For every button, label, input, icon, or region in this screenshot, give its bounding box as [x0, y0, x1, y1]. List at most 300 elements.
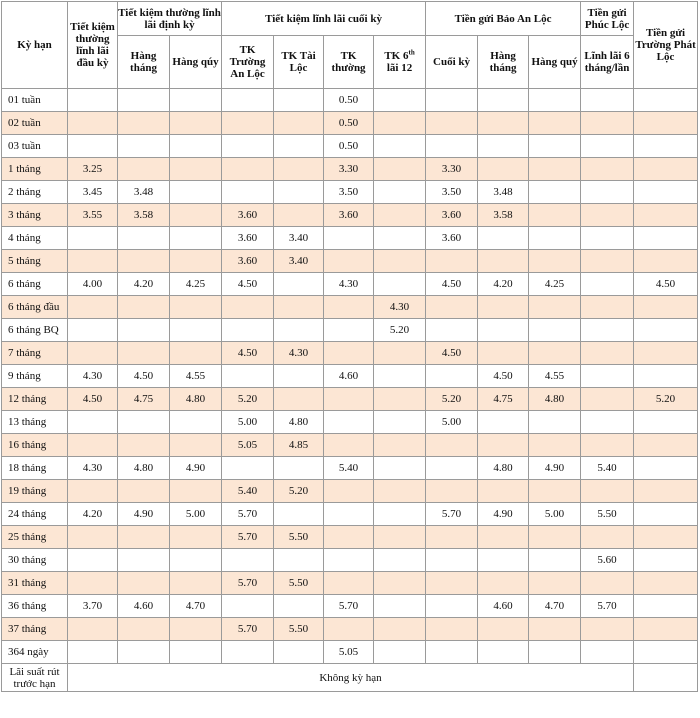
rate-cell [634, 503, 698, 526]
rate-cell [529, 572, 581, 595]
rate-cell: 5.50 [581, 503, 634, 526]
rate-cell [529, 204, 581, 227]
rate-cell: 3.40 [274, 227, 324, 250]
rate-cell: 4.70 [170, 595, 222, 618]
rate-cell: 5.20 [222, 388, 274, 411]
rate-cell [374, 503, 426, 526]
rate-cell [634, 89, 698, 112]
rate-cell [478, 618, 529, 641]
rate-cell [274, 457, 324, 480]
subheader-dinh-ky-hang-thang: Hàng tháng [118, 36, 170, 89]
early-withdrawal-empty-cell [634, 664, 698, 692]
rate-cell [324, 480, 374, 503]
rate-cell [68, 549, 118, 572]
rate-cell [170, 480, 222, 503]
rate-cell: 3.58 [478, 204, 529, 227]
rate-cell [274, 365, 324, 388]
rate-cell [478, 572, 529, 595]
rate-cell [634, 250, 698, 273]
rate-cell: 4.30 [324, 273, 374, 296]
rate-cell [374, 526, 426, 549]
interest-rate-table [1, 1, 698, 692]
rate-cell [634, 595, 698, 618]
term-cell: 02 tuần [2, 112, 68, 135]
rate-cell [581, 204, 634, 227]
rate-cell [634, 618, 698, 641]
rate-cell: 4.50 [634, 273, 698, 296]
rate-cell [68, 480, 118, 503]
rate-cell [170, 250, 222, 273]
rate-cell [170, 112, 222, 135]
rate-cell [374, 227, 426, 250]
rate-cell: 4.30 [274, 342, 324, 365]
rate-cell [581, 342, 634, 365]
rate-cell [118, 135, 170, 158]
rate-cell [274, 388, 324, 411]
rate-cell [324, 342, 374, 365]
rate-cell: 4.80 [118, 457, 170, 480]
rate-cell: 4.50 [426, 342, 478, 365]
rate-cell: 4.75 [478, 388, 529, 411]
rate-cell [170, 204, 222, 227]
rate-cell: 4.75 [118, 388, 170, 411]
rate-cell: 4.30 [68, 365, 118, 388]
rate-cell [581, 526, 634, 549]
rate-cell [222, 296, 274, 319]
rate-cell [274, 112, 324, 135]
rate-cell [529, 434, 581, 457]
rate-cell: 4.50 [478, 365, 529, 388]
rate-cell [324, 526, 374, 549]
rate-cell [478, 480, 529, 503]
rate-cell: 5.40 [581, 457, 634, 480]
rate-cell [118, 250, 170, 273]
rate-cell: 4.30 [374, 296, 426, 319]
rate-cell: 5.40 [222, 480, 274, 503]
rate-cell [68, 227, 118, 250]
rate-cell [324, 434, 374, 457]
rate-cell: 3.58 [118, 204, 170, 227]
rate-cell: 4.90 [529, 457, 581, 480]
rate-cell: 4.80 [274, 411, 324, 434]
rate-cell [374, 112, 426, 135]
rate-cell [68, 112, 118, 135]
rate-cell [68, 618, 118, 641]
rate-cell: 4.90 [170, 457, 222, 480]
rate-cell [118, 89, 170, 112]
rate-cell [581, 250, 634, 273]
term-cell: 03 tuần [2, 135, 68, 158]
term-cell: 36 tháng [2, 595, 68, 618]
subheader-tk-truong-an-loc: TK Trường An Lộc [222, 36, 274, 89]
rate-cell [426, 250, 478, 273]
rate-cell [324, 250, 374, 273]
header-tien-gui-phuc-loc: Tiền gửi Phúc Lộc [581, 2, 634, 36]
term-cell: 6 tháng [2, 273, 68, 296]
rate-cell [478, 342, 529, 365]
rate-cell [324, 411, 374, 434]
rate-cell [68, 572, 118, 595]
rate-cell: 5.05 [222, 434, 274, 457]
table-row [2, 480, 698, 503]
rate-cell [324, 572, 374, 595]
rate-cell [426, 572, 478, 595]
early-withdrawal-rate: Không kỳ hạn [68, 664, 634, 692]
rate-cell [529, 411, 581, 434]
rate-cell: 5.00 [529, 503, 581, 526]
rate-cell [634, 365, 698, 388]
rate-cell [581, 572, 634, 595]
rate-cell [529, 181, 581, 204]
rate-cell: 4.90 [118, 503, 170, 526]
term-cell: 01 tuần [2, 89, 68, 112]
rate-cell [529, 549, 581, 572]
rate-cell [274, 135, 324, 158]
rate-cell: 0.50 [324, 135, 374, 158]
rate-cell [529, 135, 581, 158]
rate-cell [478, 549, 529, 572]
rate-cell: 4.60 [478, 595, 529, 618]
term-cell: 16 tháng [2, 434, 68, 457]
table-row [2, 181, 698, 204]
rate-cell [634, 204, 698, 227]
rate-cell [68, 342, 118, 365]
rate-cell [68, 319, 118, 342]
rate-cell [118, 480, 170, 503]
rate-cell [478, 319, 529, 342]
header-tiet-kiem-cuoi-ky: Tiết kiệm lĩnh lãi cuối kỳ [222, 2, 426, 36]
rate-cell: 4.70 [529, 595, 581, 618]
rate-cell [374, 618, 426, 641]
rate-cell [529, 641, 581, 664]
rate-cell [324, 388, 374, 411]
table-row [2, 135, 698, 158]
rate-cell [222, 89, 274, 112]
rate-cell [274, 641, 324, 664]
rate-cell: 4.60 [324, 365, 374, 388]
rate-cell [634, 158, 698, 181]
rate-cell [222, 457, 274, 480]
rate-cell [374, 365, 426, 388]
rate-cell [374, 273, 426, 296]
rate-cell [426, 526, 478, 549]
rate-cell: 4.30 [68, 457, 118, 480]
rate-cell: 4.20 [68, 503, 118, 526]
rate-cell [581, 112, 634, 135]
rate-cell [581, 388, 634, 411]
rate-cell: 4.25 [529, 273, 581, 296]
table-body [2, 89, 698, 664]
table-row [2, 618, 698, 641]
rate-cell: 4.85 [274, 434, 324, 457]
rate-cell: 5.20 [374, 319, 426, 342]
rate-cell: 5.00 [222, 411, 274, 434]
header-tien-gui-bao-an-loc: Tiền gửi Bảo An Lộc [426, 2, 581, 36]
term-cell: 37 tháng [2, 618, 68, 641]
rate-cell [324, 227, 374, 250]
term-cell: 30 tháng [2, 549, 68, 572]
rate-cell [581, 319, 634, 342]
rate-cell: 5.60 [581, 549, 634, 572]
rate-cell [68, 526, 118, 549]
rate-cell [478, 641, 529, 664]
rate-cell [426, 595, 478, 618]
rate-cell: 4.80 [529, 388, 581, 411]
rate-cell [529, 250, 581, 273]
rate-cell: 5.20 [634, 388, 698, 411]
rate-cell [274, 503, 324, 526]
rate-cell [222, 641, 274, 664]
table-footer [2, 664, 698, 692]
rate-cell [581, 158, 634, 181]
rate-cell [324, 503, 374, 526]
rate-cell [118, 572, 170, 595]
subheader-phuc-loc-linh-lai: Lĩnh lãi 6 tháng/lần [581, 36, 634, 89]
rate-cell [426, 296, 478, 319]
rate-cell [581, 618, 634, 641]
rate-cell [170, 618, 222, 641]
rate-cell: 4.50 [222, 273, 274, 296]
rate-cell [426, 319, 478, 342]
rate-cell [170, 89, 222, 112]
table-row [2, 273, 698, 296]
term-cell: 7 tháng [2, 342, 68, 365]
rate-cell [478, 250, 529, 273]
rate-cell [170, 319, 222, 342]
rate-cell [426, 135, 478, 158]
rate-cell [426, 112, 478, 135]
rate-cell [170, 411, 222, 434]
rate-cell [118, 112, 170, 135]
table-row [2, 158, 698, 181]
rate-cell: 5.20 [426, 388, 478, 411]
rate-cell [274, 204, 324, 227]
rate-cell [170, 227, 222, 250]
rate-cell [478, 227, 529, 250]
rate-cell: 4.50 [68, 388, 118, 411]
rate-cell [118, 342, 170, 365]
table-row [2, 296, 698, 319]
rate-cell [222, 112, 274, 135]
rate-cell [222, 135, 274, 158]
rate-cell [478, 158, 529, 181]
rate-cell [68, 411, 118, 434]
rate-cell: 4.50 [118, 365, 170, 388]
rate-cell: 5.50 [274, 526, 324, 549]
rate-cell: 5.20 [274, 480, 324, 503]
rate-cell [170, 434, 222, 457]
rate-cell [634, 572, 698, 595]
rate-cell [426, 89, 478, 112]
rate-cell: 3.45 [68, 181, 118, 204]
rate-cell [581, 296, 634, 319]
rate-cell: 5.00 [426, 411, 478, 434]
term-cell: 1 tháng [2, 158, 68, 181]
rate-cell [529, 342, 581, 365]
rate-cell [426, 457, 478, 480]
rate-cell [634, 112, 698, 135]
tk-6th-superscript: th [408, 48, 415, 57]
rate-cell [118, 158, 170, 181]
rate-cell [374, 595, 426, 618]
header-tien-gui-truong-phat-loc: Tiền gửi Trường Phát Lộc [634, 2, 698, 89]
interest-rate-table-container [1, 1, 697, 692]
rate-cell: 3.30 [426, 158, 478, 181]
table-row [2, 503, 698, 526]
header-tiet-kiem-dau-ky: Tiết kiệm thường lĩnh lãi đầu kỳ [68, 2, 118, 89]
rate-cell: 3.55 [68, 204, 118, 227]
subheader-bao-an-loc-hang-thang: Hàng tháng [478, 36, 529, 89]
rate-cell [634, 342, 698, 365]
rate-cell [68, 135, 118, 158]
rate-cell: 5.70 [222, 526, 274, 549]
rate-cell: 4.20 [478, 273, 529, 296]
rate-cell [374, 342, 426, 365]
rate-cell [118, 618, 170, 641]
rate-cell: 4.50 [222, 342, 274, 365]
rate-cell [634, 457, 698, 480]
rate-cell [118, 641, 170, 664]
term-cell: 5 tháng [2, 250, 68, 273]
rate-cell [529, 112, 581, 135]
rate-cell [324, 319, 374, 342]
rate-cell [634, 411, 698, 434]
rate-cell [426, 618, 478, 641]
rate-cell [274, 319, 324, 342]
rate-cell [374, 89, 426, 112]
table-row [2, 342, 698, 365]
rate-cell [581, 434, 634, 457]
subheader-tk-tai-loc: TK Tài Lộc [274, 36, 324, 89]
rate-cell [374, 572, 426, 595]
rate-cell [426, 641, 478, 664]
table-row [2, 365, 698, 388]
rate-cell [324, 549, 374, 572]
rate-cell [374, 457, 426, 480]
rate-cell: 4.55 [529, 365, 581, 388]
subheader-tk-thuong: TK thường [324, 36, 374, 89]
rate-cell [170, 135, 222, 158]
rate-cell [118, 434, 170, 457]
term-cell: 13 tháng [2, 411, 68, 434]
term-cell: 4 tháng [2, 227, 68, 250]
early-withdrawal-label: Lãi suất rút trước hạn [2, 664, 68, 692]
rate-cell [634, 227, 698, 250]
rate-cell [634, 296, 698, 319]
table-row [2, 457, 698, 480]
table-row [2, 250, 698, 273]
subheader-bao-an-loc-hang-quy: Hàng quý [529, 36, 581, 89]
rate-cell [274, 158, 324, 181]
rate-cell [68, 250, 118, 273]
rate-cell [118, 549, 170, 572]
rate-cell: 3.25 [68, 158, 118, 181]
rate-cell: 4.00 [68, 273, 118, 296]
table-row [2, 227, 698, 250]
rate-cell: 5.70 [581, 595, 634, 618]
rate-cell [170, 641, 222, 664]
rate-cell [529, 158, 581, 181]
rate-cell [222, 365, 274, 388]
table-row [2, 526, 698, 549]
rate-cell [478, 89, 529, 112]
table-header [2, 2, 698, 89]
table-row [2, 204, 698, 227]
rate-cell [374, 135, 426, 158]
rate-cell [581, 273, 634, 296]
rate-cell: 3.30 [324, 158, 374, 181]
rate-cell [426, 434, 478, 457]
rate-cell: 3.50 [324, 181, 374, 204]
rate-cell: 5.05 [324, 641, 374, 664]
rate-cell: 5.40 [324, 457, 374, 480]
rate-cell: 5.70 [324, 595, 374, 618]
rate-cell: 5.70 [222, 503, 274, 526]
rate-cell: 4.90 [478, 503, 529, 526]
rate-cell [581, 641, 634, 664]
rate-cell [478, 434, 529, 457]
rate-cell: 3.60 [426, 227, 478, 250]
rate-cell [634, 526, 698, 549]
term-cell: 31 tháng [2, 572, 68, 595]
rate-cell [478, 135, 529, 158]
rate-cell [274, 181, 324, 204]
rate-cell: 3.48 [478, 181, 529, 204]
rate-cell [374, 388, 426, 411]
rate-cell [374, 250, 426, 273]
rate-cell: 3.60 [324, 204, 374, 227]
rate-cell: 3.70 [68, 595, 118, 618]
header-tiet-kiem-dinh-ky: Tiết kiệm thường lĩnh lãi định kỳ [118, 2, 222, 36]
rate-cell [170, 572, 222, 595]
rate-cell [374, 641, 426, 664]
header-ky-han: Kỳ hạn [2, 2, 68, 89]
term-cell: 6 tháng đầu [2, 296, 68, 319]
rate-cell [426, 480, 478, 503]
rate-cell: 4.20 [118, 273, 170, 296]
rate-cell: 3.60 [426, 204, 478, 227]
rate-cell [118, 319, 170, 342]
term-cell: 18 tháng [2, 457, 68, 480]
rate-cell [634, 434, 698, 457]
rate-cell [222, 595, 274, 618]
rate-cell [118, 296, 170, 319]
rate-cell: 3.48 [118, 181, 170, 204]
rate-cell [170, 296, 222, 319]
rate-cell: 4.80 [170, 388, 222, 411]
rate-cell [274, 273, 324, 296]
rate-cell [478, 112, 529, 135]
term-cell: 364 ngày [2, 641, 68, 664]
rate-cell: 5.70 [222, 618, 274, 641]
rate-cell [478, 296, 529, 319]
term-cell: 25 tháng [2, 526, 68, 549]
rate-cell [118, 227, 170, 250]
rate-cell [529, 89, 581, 112]
subheader-tk-6th-lai-12 [374, 36, 426, 89]
term-cell: 12 tháng [2, 388, 68, 411]
rate-cell [478, 411, 529, 434]
rate-cell [374, 181, 426, 204]
table-row [2, 89, 698, 112]
rate-cell [529, 296, 581, 319]
rate-cell [170, 342, 222, 365]
rate-cell [222, 158, 274, 181]
rate-cell: 5.70 [426, 503, 478, 526]
term-cell: 6 tháng BQ [2, 319, 68, 342]
rate-cell [529, 526, 581, 549]
rate-cell [222, 319, 274, 342]
